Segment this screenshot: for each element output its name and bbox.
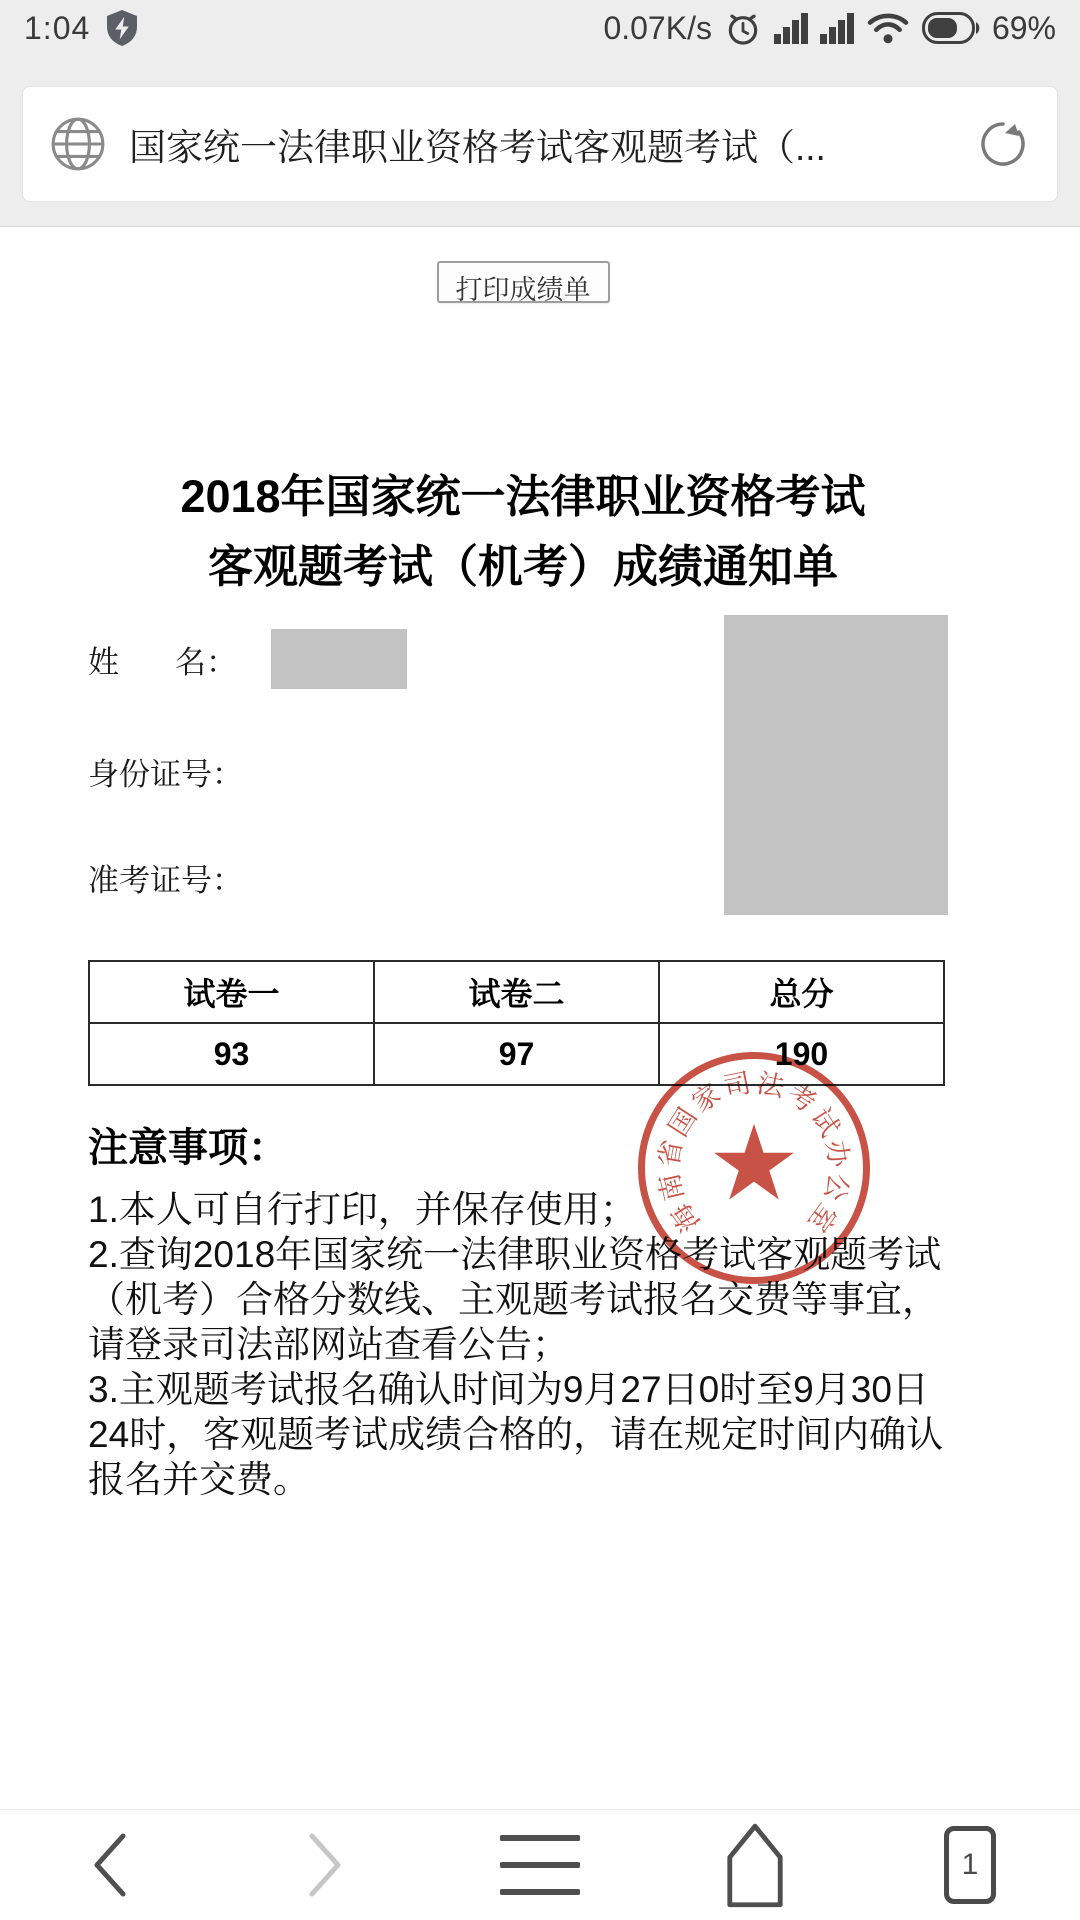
score-table-value-row <box>89 1023 944 1085</box>
photo-redacted-box <box>724 615 948 915</box>
clock-time: 1:04 <box>24 9 91 46</box>
network-speed: 0.07K/s <box>603 9 712 46</box>
official-seal-stamp: 海 南 省 国 家 司 法 考 试 办 公 室 ★ <box>638 1052 870 1284</box>
cellular-signal-icon-sim2 <box>820 13 854 44</box>
tab-count: 1 <box>961 1848 979 1881</box>
star-icon: ★ <box>707 1105 801 1222</box>
browser-chrome <box>0 56 1080 227</box>
notes-body <box>88 1187 958 1502</box>
note-item-3: 3.主观题考试报名确认时间为9月27日0时至9月30日24时，客观题考试成绩合格的，请在规定时间内确认报名并交费。 <box>88 1369 944 1500</box>
tab-counter <box>944 1826 996 1904</box>
paper2-header: 试卷二 <box>374 961 659 1023</box>
paper2-score: 97 <box>374 1023 659 1085</box>
refresh-icon[interactable] <box>975 116 1031 172</box>
name-redacted-box <box>271 629 407 689</box>
menu-button[interactable] <box>500 1820 580 1910</box>
globe-icon <box>49 115 107 173</box>
alarm-clock-icon <box>724 9 762 47</box>
menu-icon <box>500 1832 580 1898</box>
back-button[interactable] <box>70 1820 150 1910</box>
total-score: 190 <box>659 1023 944 1085</box>
paper1-header: 试卷一 <box>89 961 374 1023</box>
notes-section <box>88 1067 958 1502</box>
wifi-icon <box>866 10 910 46</box>
note-item-1: 1.本人可自行打印，并保存使用； <box>88 1189 637 1230</box>
paper1-score: 93 <box>89 1023 374 1085</box>
notes-heading: 注意事项： <box>88 1126 288 1170</box>
address-bar[interactable] <box>22 86 1058 202</box>
forward-button[interactable] <box>285 1820 365 1910</box>
chevron-left-icon <box>87 1831 133 1899</box>
note-item-2: 2.查询2018年国家统一法律职业资格考试客观题考试（机考）合格分数线、主观题考试报名交费等事宜，请登录司法部网站查看公告； <box>88 1234 942 1365</box>
score-table <box>88 960 945 1086</box>
id-number-label: 身份证号： <box>88 756 243 792</box>
document-title-line2: 客观题考试（机考）成绩通知单 <box>207 541 838 592</box>
document-title <box>88 462 958 602</box>
status-bar-right <box>603 9 1056 47</box>
chevron-right-icon <box>302 1831 348 1899</box>
status-bar <box>0 0 1080 56</box>
name-label: 姓 名： <box>88 644 237 680</box>
web-page <box>0 227 1080 1502</box>
battery-percent: 69% <box>991 9 1056 46</box>
print-score-button[interactable]: 打印成绩单 <box>437 261 610 303</box>
cellular-signal-icon-sim1 <box>774 13 808 44</box>
document-title-line1: 2018年国家统一法律职业资格考试 <box>180 471 866 522</box>
tabs-button[interactable] <box>930 1820 1010 1910</box>
home-icon <box>723 1820 787 1910</box>
browser-nav-bar <box>0 1809 1080 1920</box>
battery-icon <box>922 12 980 44</box>
security-shield-icon <box>104 8 140 48</box>
candidate-info-section <box>88 628 958 928</box>
total-header: 总分 <box>659 961 944 1023</box>
home-button[interactable] <box>715 1820 795 1910</box>
ticket-number-label: 准考证号： <box>88 862 243 898</box>
score-table-header-row <box>89 961 944 1023</box>
status-bar-left <box>24 8 140 48</box>
page-url-title: 国家统一法律职业资格考试客观题考试（... <box>129 127 826 168</box>
